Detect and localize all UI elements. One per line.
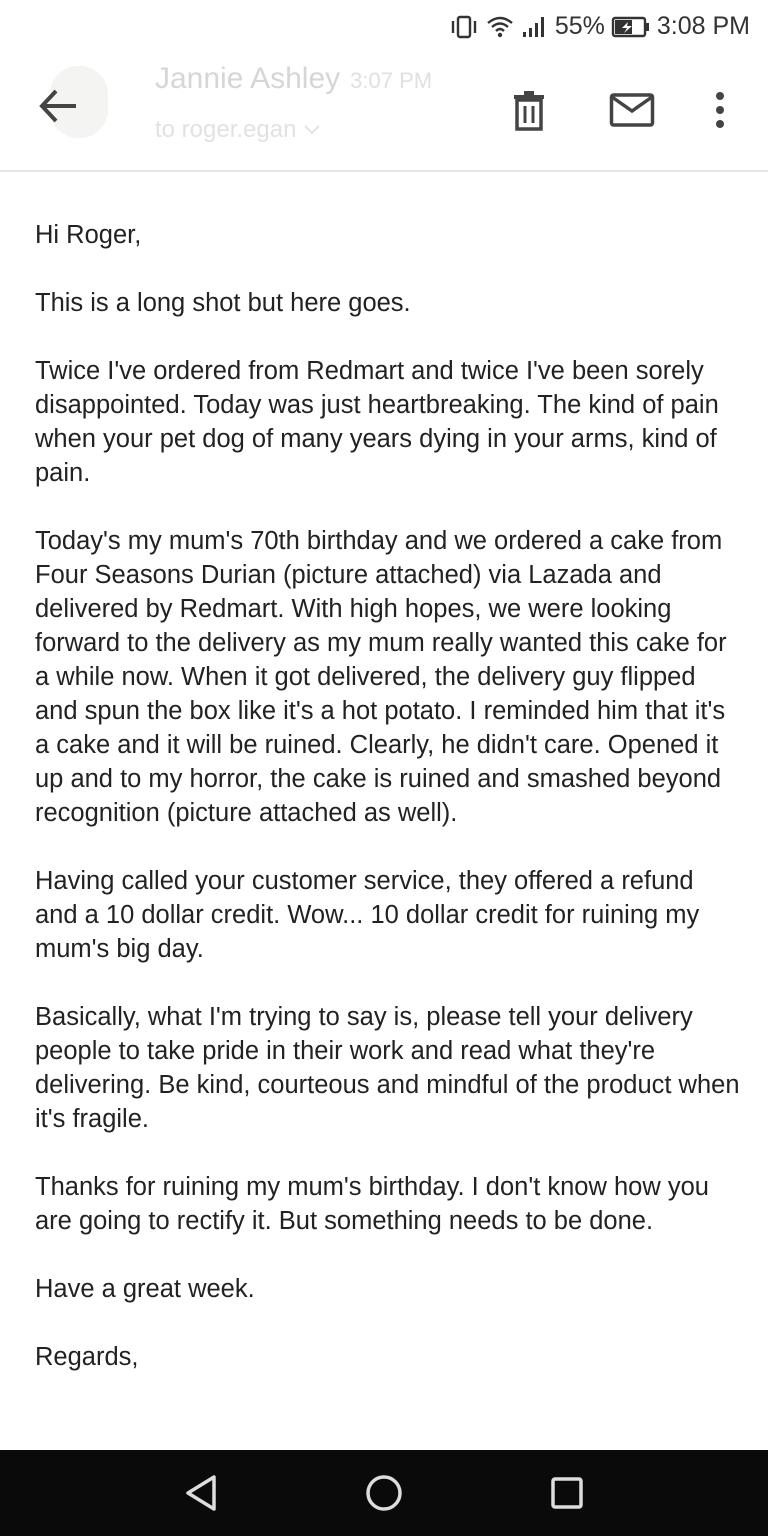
- battery-charging-icon: [611, 15, 651, 39]
- recipient-label: to roger.egan: [155, 116, 297, 143]
- recipient-details[interactable]: [155, 116, 321, 144]
- back-button[interactable]: [34, 82, 82, 130]
- home-circle-icon: [364, 1473, 404, 1513]
- delete-button[interactable]: [505, 86, 553, 134]
- back-triangle-icon: [183, 1473, 219, 1513]
- mail-icon: [609, 92, 655, 128]
- navigation-bar: [0, 1450, 768, 1536]
- wifi-icon: [485, 14, 515, 40]
- clock: 3:08 PM: [656, 12, 750, 40]
- mark-unread-button[interactable]: [606, 86, 658, 134]
- body-paragraph: Having called your customer service, they offered a refund and a 10 dollar credit. Wow... 10 dollar credit for ruining my mum's big day.: [35, 867, 700, 963]
- body-paragraph: This is a long shot but here goes.: [35, 289, 411, 317]
- trash-icon: [511, 89, 547, 131]
- more-vert-icon: [713, 90, 727, 130]
- sign-off: Regards,: [35, 1343, 139, 1371]
- greeting: Hi Roger,: [35, 221, 142, 249]
- body-paragraph: Thanks for ruining my mum's birthday. I don't know how you are going to rectify it. But something needs to be done.: [35, 1173, 709, 1235]
- email-body: [35, 218, 740, 1408]
- sender-line: [155, 62, 432, 96]
- sender-name: Jannie Ashley: [155, 62, 341, 95]
- email-header: [0, 52, 768, 172]
- body-paragraph: Basically, what I'm trying to say is, please tell your delivery people to take pride in their work and read what they're delivering. Be kind, courteous and mindful of the product when it's fragile.: [35, 1003, 740, 1133]
- nav-home-button[interactable]: [354, 1463, 414, 1523]
- body-paragraph: Today's my mum's 70th birthday and we ordered a cake from Four Seasons Durian (picture attached) via Lazada and delivered by Redmart. With high hopes, we were looking forward to the delivery as my mum really wanted this cake for a while now. When it got delivered, the delivery guy flipped and spun the box like it's a hot potato. I reminded him that it's a cake and it will be ruined. Clearly, he didn't care. Opened it up and to my horror, the cake is ruined and smashed beyond recognition (picture attached as well).: [35, 527, 727, 827]
- closing-line: Have a great week.: [35, 1275, 255, 1303]
- vibrate-icon: [449, 14, 479, 40]
- nav-recents-button[interactable]: [537, 1463, 597, 1523]
- recents-square-icon: [549, 1475, 585, 1511]
- sent-time: 3:07 PM: [350, 68, 433, 93]
- body-paragraph: Twice I've ordered from Redmart and twice I've been sorely disappointed. Today was just heartbreaking. The kind of pain when your pet dog of many years dying in your arms, kind of pain.: [35, 357, 719, 487]
- more-options-button[interactable]: [696, 86, 744, 134]
- status-bar: [0, 0, 768, 52]
- battery-percent: 55%: [554, 12, 605, 40]
- chevron-down-icon: [303, 116, 321, 143]
- back-arrow-icon: [34, 82, 82, 130]
- nav-back-button[interactable]: [171, 1463, 231, 1523]
- signal-icon: [521, 14, 549, 40]
